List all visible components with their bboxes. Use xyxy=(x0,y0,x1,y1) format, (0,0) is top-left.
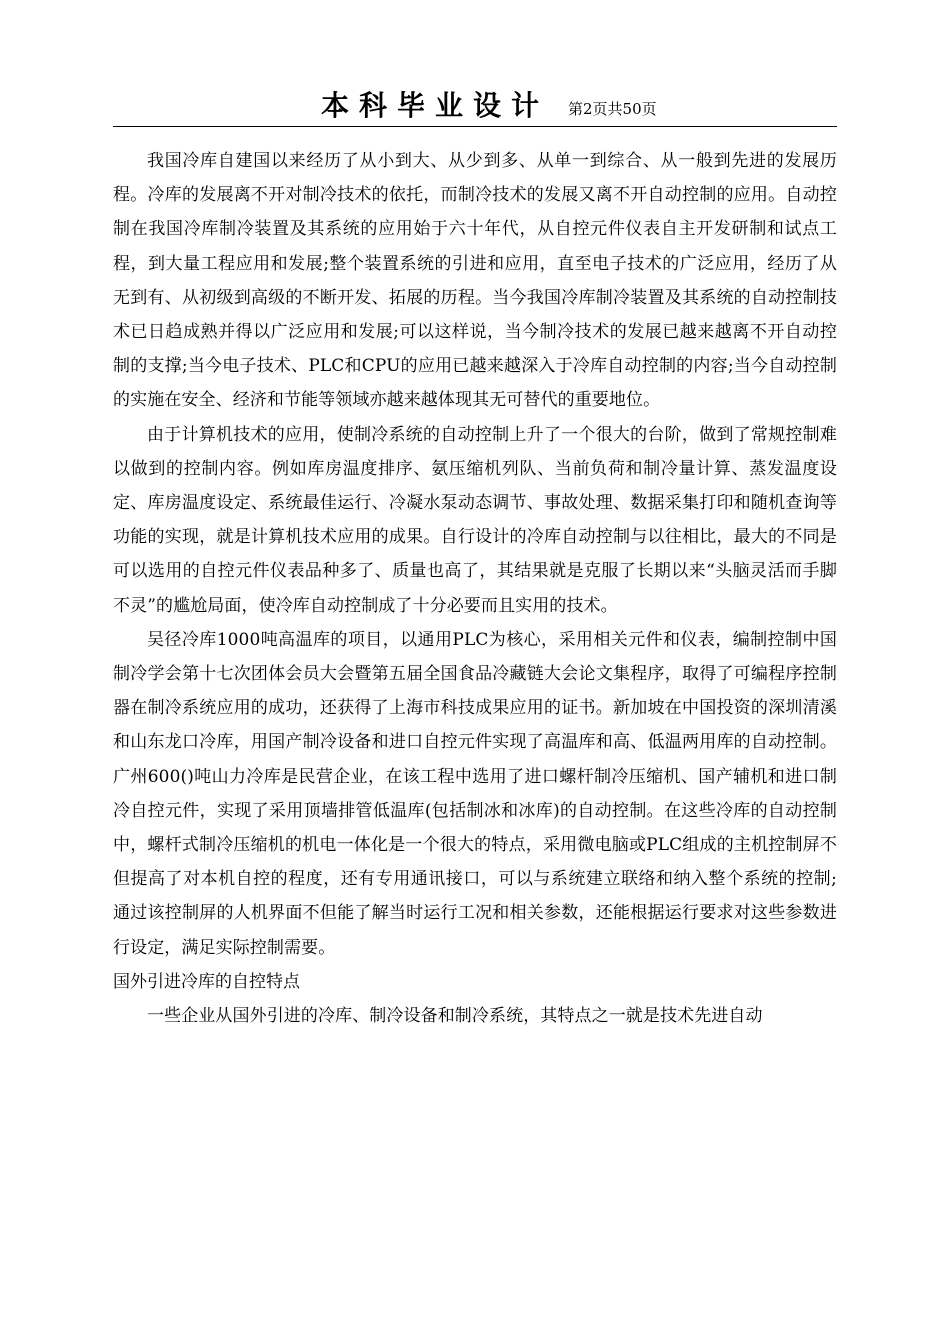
page-number: 第2页共50页 xyxy=(568,100,657,118)
paragraph: 由于计算机技术的应用，使制冷系统的自动控制上升了一个很大的台阶，做到了常规控制难以做到的控制内容。例如库房温度排序、氨压缩机列队、当前负荷和制冷量计算、蒸发温度设定、库房温度设定、系统最佳运行、冷凝水泵动态调节、事故处理、数据采集打印和随机查询等功能的实现，就是计算机技术应用的成果。自行设计的冷库自动控制与以往相比，最大的不同是可以选用的自控元件仪表品种多了、质量也高了，其结果就是克服了长期以来“头脑灵活而手脚不灵”的尴尬局面，使冷库自动控制成了十分必要而且实用的技术。 xyxy=(113,424,837,616)
page-header xyxy=(113,86,837,127)
document-title: 本科毕业设计 xyxy=(321,89,550,122)
paragraph: 我国冷库自建国以来经历了从小到大、从少到多、从单一到综合、从一般到先进的发展历程。冷库的发展离不开对制冷技术的依托，而制冷技术的发展又离不开自动控制的应用。自动控制在我国冷库制冷装置及其系统的应用始于六十年代，从自控元件仪表自主开发研制和试点工程，到大量工程应用和发展;整个装置系统的引进和应用，直至电子技术的广泛应用，经历了从无到有、从初级到高级的不断开发、拓展的历程。当今我国冷库制冷装置及其系统的自动控制技术已日趋成熟并得以广泛应用和发展;可以这样说，当今制冷技术的发展已越来越离不开自动控制的支撑;当今电子技术、PLC和CPU的应用已越来越深入于冷库自动控制的内容;当今自动控制的实施在安全、经济和节能等领域亦越来越体现其无可替代的重要地位。 xyxy=(113,151,837,411)
section-heading: 国外引进冷库的自控特点 xyxy=(113,971,300,992)
paragraph: 吴径冷库1000吨高温库的项目，以通用PLC为核心，采用相关元件和仪表，编制控制中国制冷学会第十七次团体会员大会暨第五届全国食品冷藏链大会论文集程序，取得了可编程序控制器在制冷系统应用的成功，还获得了上海市科技成果应用的证书。新加坡在中国投资的深圳清溪和山东龙口冷库，用国产制冷设备和进口自控元件实现了高温库和高、低温两用库的自动控制。广州600()吨山力冷库是民营企业，在该工程中选用了进口螺杆制冷压缩机、国产辅机和进口制冷自控元件，实现了采用顶墙排管低温库(包括制冰和冰库)的自动控制。在这些冷库的自动控制中，螺杆式制冷压缩机的机电一体化是一个很大的特点，采用微电脑或PLC组成的主机控制屏不但提高了对本机自控的程度，还有专用通讯接口，可以与系统建立联络和纳入整个系统的控制;通过该控制屏的人机界面不但能了解当时运行工况和相关参数，还能根据运行要求对这些参数进行设定，满足实际控制需要。 xyxy=(113,629,837,958)
paragraph: 一些企业从国外引进的冷库、制冷设备和制冷系统，其特点之一就是技术先进自动 xyxy=(147,1006,763,1027)
document-body xyxy=(113,144,837,1033)
